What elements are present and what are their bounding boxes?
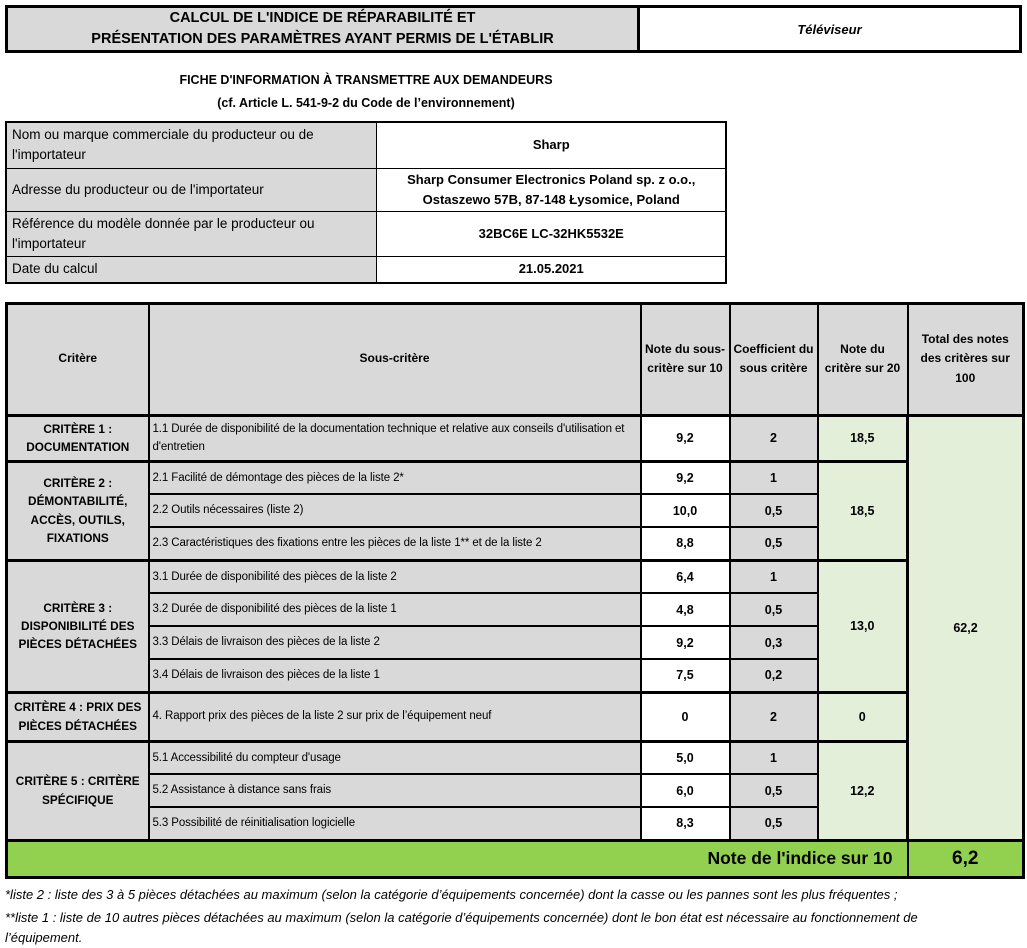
header-bar (5, 5, 1022, 53)
footnote-liste-2: *liste 2 : liste des 3 à 5 pièces détachées au maximum (selon la catégorie d’équipements concernée) dont la casse ou les pannes sont les plus fréquentes ; (5, 886, 898, 902)
index-score-value: 6,2 (908, 840, 1024, 877)
footnote-liste-1: **liste 1 : liste de 10 autres pièces détachées au maximum (selon la catégorie d’équipements concernée) dont le bon état est nécessaire au fonctionnement de l’équipement. (5, 909, 918, 945)
sub-criterion-note: 5,0 (641, 741, 730, 774)
index-score-row (7, 840, 1024, 877)
sub-criterion-coef: 0,5 (730, 807, 818, 840)
sub-criterion-coef: 0,5 (730, 593, 818, 626)
col-header-sous-critere: Sous-critère (149, 303, 641, 415)
criterion-1-label: CRITÈRE 1 : DOCUMENTATION (7, 415, 149, 461)
criterion-3-note-sur-20: 13,0 (818, 560, 908, 692)
sub-criterion-label: 3.3 Délais de livraison des pièces de la liste 2 (149, 626, 641, 659)
criterion-4-label: CRITÈRE 4 : PRIX DES PIÈCES DÉTACHÉES (7, 692, 149, 741)
table-row (7, 741, 1024, 774)
info-row-model-reference (6, 211, 726, 257)
producer-address-label: Adresse du producteur ou de l'importateur (6, 168, 377, 211)
criterion-3-label: CRITÈRE 3 : DISPONIBILITÉ DES PIÈCES DÉTACHÉES (7, 560, 149, 692)
sub-criterion-note: 7,5 (641, 659, 730, 692)
producer-address-line1: Sharp Consumer Electronics Poland sp. z o.o., (407, 171, 696, 187)
sub-criterion-coef: 0,5 (730, 494, 818, 527)
model-reference-label: Référence du modèle donnée par le producteur ou l'importateur (6, 211, 377, 257)
table-row (7, 461, 1024, 494)
sub-criterion-label: 5.2 Assistance à distance sans frais (149, 774, 641, 807)
table-row (7, 692, 1024, 741)
sub-criterion-note: 6,0 (641, 774, 730, 807)
criterion-2-label: CRITÈRE 2 : DÉMONTABILITÉ, ACCÈS, OUTILS, FIXATIONS (7, 461, 149, 560)
criterion-5-label: CRITÈRE 5 : CRITÈRE SPÉCIFIQUE (7, 741, 149, 840)
score-table (5, 302, 1025, 879)
sub-criterion-label: 2.3 Caractéristiques des fixations entre les pièces de la liste 1** et de la liste 2 (149, 527, 641, 560)
criterion-4-note-sur-20: 0 (818, 692, 908, 741)
sub-criterion-coef: 2 (730, 415, 818, 461)
sub-criterion-note: 4,8 (641, 593, 730, 626)
subtitle-line1: FICHE D'INFORMATION À TRANSMETTRE AUX DEMANDEURS (179, 73, 553, 87)
sub-criterion-coef: 1 (730, 741, 818, 774)
subtitle-line2: (cf. Article L. 541-9-2 du Code de l’environnement) (217, 96, 515, 110)
col-header-total-100: Total des notes des critères sur 100 (908, 303, 1024, 415)
producer-address-value (377, 168, 726, 211)
sub-criterion-coef: 0,2 (730, 659, 818, 692)
producer-name-label: Nom ou marque commerciale du producteur ou de l'importateur (6, 122, 377, 168)
table-row (7, 560, 1024, 593)
subtitle-block (5, 73, 727, 110)
sub-criterion-coef: 2 (730, 692, 818, 741)
document-title-line2: PRÉSENTATION DES PARAMÈTRES AYANT PERMIS DE L'ÉTABLIR (91, 31, 554, 47)
sub-criterion-label: 3.1 Durée de disponibilité des pièces de la liste 2 (149, 560, 641, 593)
total-notes-sur-100: 62,2 (908, 415, 1024, 840)
sub-criterion-coef: 0,3 (730, 626, 818, 659)
info-row-calculation-date (6, 257, 726, 283)
index-score-label: Note de l'indice sur 10 (7, 840, 908, 877)
sub-criterion-note: 9,2 (641, 415, 730, 461)
document-title (8, 8, 640, 50)
calculation-date-label: Date du calcul (6, 257, 377, 283)
sub-criterion-note: 10,0 (641, 494, 730, 527)
sub-criterion-label: 2.1 Facilité de démontage des pièces de la liste 2* (149, 461, 641, 494)
col-header-note-sous-critere: Note du sous-critère sur 10 (641, 303, 730, 415)
criterion-2-note-sur-20: 18,5 (818, 461, 908, 560)
sub-criterion-note: 0 (641, 692, 730, 741)
criterion-1-note-sur-20: 18,5 (818, 415, 908, 461)
sub-criterion-note: 9,2 (641, 626, 730, 659)
sub-criterion-label: 1.1 Durée de disponibilité de la documentation technique et relative aux conseils d'utilisation et d'entretien (149, 415, 641, 461)
col-header-note-critere-20: Note du critère sur 20 (818, 303, 908, 415)
col-header-coefficient: Coefficient du sous critère (730, 303, 818, 415)
footnotes (5, 885, 963, 948)
score-table-header-row (7, 303, 1024, 415)
calculation-date-value: 21.05.2021 (377, 257, 726, 283)
sub-criterion-coef: 0,5 (730, 774, 818, 807)
criterion-5-note-sur-20: 12,2 (818, 741, 908, 840)
model-reference-value: 32BC6E LC-32HK5532E (377, 211, 726, 257)
col-header-critere: Critère (7, 303, 149, 415)
sub-criterion-coef: 1 (730, 461, 818, 494)
device-category-label: Téléviseur (640, 8, 1019, 50)
sub-criterion-label: 3.2 Durée de disponibilité des pièces de la liste 1 (149, 593, 641, 626)
sub-criterion-label: 5.3 Possibilité de réinitialisation logicielle (149, 807, 641, 840)
sub-criterion-coef: 1 (730, 560, 818, 593)
info-row-producer-address (6, 168, 726, 211)
info-row-producer-name (6, 122, 726, 168)
producer-address-line2: Ostaszewo 57B, 87-148 Łysomice, Poland (422, 191, 680, 207)
sub-criterion-note: 9,2 (641, 461, 730, 494)
sub-criterion-note: 6,4 (641, 560, 730, 593)
sub-criterion-label: 5.1 Accessibilité du compteur d'usage (149, 741, 641, 774)
sub-criterion-label: 3.4 Délais de livraison des pièces de la liste 1 (149, 659, 641, 692)
sub-criterion-note: 8,8 (641, 527, 730, 560)
sub-criterion-label: 4. Rapport prix des pièces de la liste 2 sur prix de l’équipement neuf (149, 692, 641, 741)
sub-criterion-coef: 0,5 (730, 527, 818, 560)
sub-criterion-note: 8,3 (641, 807, 730, 840)
table-row (7, 415, 1024, 461)
producer-info-table (5, 121, 727, 284)
producer-name-value: Sharp (377, 122, 726, 168)
sub-criterion-label: 2.2 Outils nécessaires (liste 2) (149, 494, 641, 527)
document-title-line1: CALCUL DE L'INDICE DE RÉPARABILITÉ ET (169, 9, 476, 26)
